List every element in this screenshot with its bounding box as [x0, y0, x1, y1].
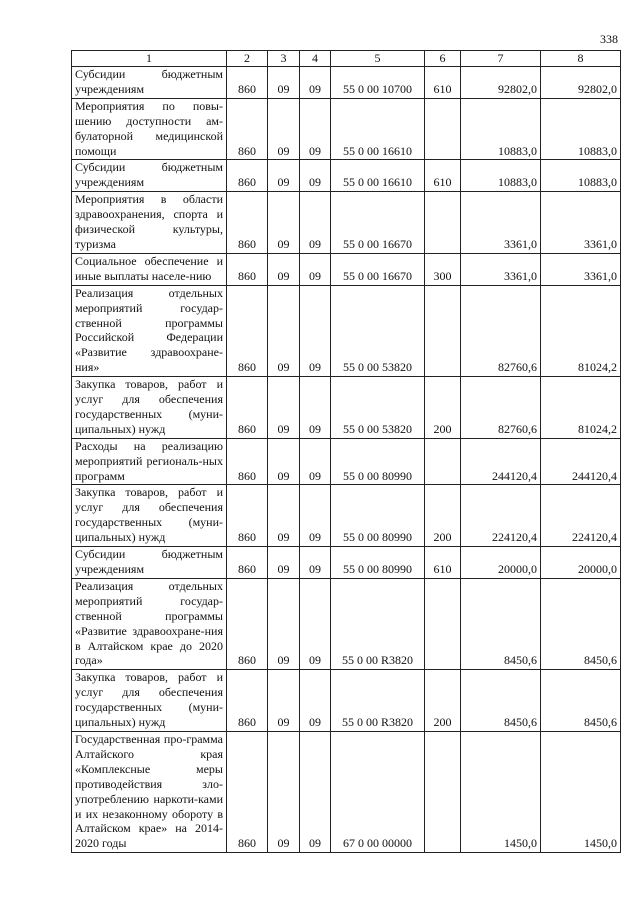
- amount-cell: 224120,4: [461, 485, 541, 547]
- expense-type-cell: [425, 98, 461, 160]
- amount-cell: 8450,6: [541, 670, 621, 732]
- amount-cell: 10883,0: [541, 98, 621, 160]
- section-cell: 09: [268, 438, 300, 485]
- admin-code-cell: 860: [227, 67, 268, 99]
- header-cell: 7: [461, 51, 541, 67]
- section-cell: 09: [268, 670, 300, 732]
- target-article-cell: 55 0 00 10700: [331, 67, 425, 99]
- expense-type-cell: [425, 192, 461, 254]
- table-row: [72, 438, 621, 485]
- budget-table: [71, 50, 621, 853]
- amount-cell: 8450,6: [541, 578, 621, 669]
- subsection-cell: 09: [300, 547, 331, 579]
- table-row: [72, 192, 621, 254]
- row-name-cell: Закупка товаров, работ и услуг для обеспечения государственных (муни-ципальных) нужд: [72, 485, 227, 547]
- subsection-cell: 09: [300, 192, 331, 254]
- row-name-cell: Закупка товаров, работ и услуг для обеспечения государственных (муни-ципальных) нужд: [72, 377, 227, 439]
- row-name-cell: Реализация отдельных мероприятий государ-ственной программы «Развитие здравоохране-ния в Алтайском крае до 2020 года»: [72, 578, 227, 669]
- amount-cell: 3361,0: [541, 253, 621, 285]
- header-cell: 3: [268, 51, 300, 67]
- admin-code-cell: 860: [227, 253, 268, 285]
- header-cell: 4: [300, 51, 331, 67]
- amount-cell: 8450,6: [461, 578, 541, 669]
- amount-cell: 244120,4: [541, 438, 621, 485]
- target-article-cell: 55 0 00 16670: [331, 253, 425, 285]
- subsection-cell: 09: [300, 731, 331, 852]
- target-article-cell: 55 0 00 53820: [331, 377, 425, 439]
- admin-code-cell: 860: [227, 547, 268, 579]
- expense-type-cell: 200: [425, 377, 461, 439]
- amount-cell: 10883,0: [541, 160, 621, 192]
- amount-cell: 82760,6: [461, 377, 541, 439]
- admin-code-cell: 860: [227, 377, 268, 439]
- table-row: [72, 377, 621, 439]
- section-cell: 09: [268, 578, 300, 669]
- expense-type-cell: [425, 438, 461, 485]
- header-cell: 1: [72, 51, 227, 67]
- target-article-cell: 67 0 00 00000: [331, 731, 425, 852]
- expense-type-cell: 610: [425, 67, 461, 99]
- amount-cell: 3361,0: [541, 192, 621, 254]
- amount-cell: 10883,0: [461, 98, 541, 160]
- amount-cell: 81024,2: [541, 377, 621, 439]
- table-row: [72, 547, 621, 579]
- table-row: [72, 253, 621, 285]
- section-cell: 09: [268, 285, 300, 376]
- target-article-cell: 55 0 00 R3820: [331, 578, 425, 669]
- subsection-cell: 09: [300, 578, 331, 669]
- target-article-cell: 55 0 00 16610: [331, 98, 425, 160]
- subsection-cell: 09: [300, 438, 331, 485]
- section-cell: 09: [268, 485, 300, 547]
- row-name-cell: Государственная про-грамма Алтайского края «Комплексные меры противодействия зло-употреблению наркоти-ками и их незаконному обороту в Алтайском крае» на 2014-2020 годы: [72, 731, 227, 852]
- expense-type-cell: 200: [425, 485, 461, 547]
- table-row: [72, 485, 621, 547]
- header-cell: 8: [541, 51, 621, 67]
- amount-cell: 20000,0: [461, 547, 541, 579]
- expense-type-cell: [425, 285, 461, 376]
- amount-cell: 3361,0: [461, 253, 541, 285]
- table-row: [72, 670, 621, 732]
- admin-code-cell: 860: [227, 731, 268, 852]
- row-name-cell: Субсидии бюджетным учреждениям: [72, 67, 227, 99]
- subsection-cell: 09: [300, 98, 331, 160]
- amount-cell: 10883,0: [461, 160, 541, 192]
- row-name-cell: Социальное обеспечение и иные выплаты населе-нию: [72, 253, 227, 285]
- header-cell: 2: [227, 51, 268, 67]
- amount-cell: 82760,6: [461, 285, 541, 376]
- header-row: [72, 51, 621, 67]
- target-article-cell: 55 0 00 16670: [331, 192, 425, 254]
- subsection-cell: 09: [300, 67, 331, 99]
- subsection-cell: 09: [300, 253, 331, 285]
- row-name-cell: Субсидии бюджетным учреждениям: [72, 547, 227, 579]
- row-name-cell: Субсидии бюджетным учреждениям: [72, 160, 227, 192]
- section-cell: 09: [268, 253, 300, 285]
- amount-cell: 20000,0: [541, 547, 621, 579]
- row-name-cell: Расходы на реализацию мероприятий региональ-ных программ: [72, 438, 227, 485]
- target-article-cell: 55 0 00 16610: [331, 160, 425, 192]
- section-cell: 09: [268, 160, 300, 192]
- header-cell: 5: [331, 51, 425, 67]
- amount-cell: 1450,0: [541, 731, 621, 852]
- table-row: [72, 578, 621, 669]
- subsection-cell: 09: [300, 160, 331, 192]
- section-cell: 09: [268, 67, 300, 99]
- target-article-cell: 55 0 00 R3820: [331, 670, 425, 732]
- header-cell: 6: [425, 51, 461, 67]
- admin-code-cell: 860: [227, 98, 268, 160]
- admin-code-cell: 860: [227, 192, 268, 254]
- expense-type-cell: [425, 578, 461, 669]
- admin-code-cell: 860: [227, 670, 268, 732]
- target-article-cell: 55 0 00 80990: [331, 485, 425, 547]
- row-name-cell: Мероприятия в области здравоохранения, спорта и физической культуры, туризма: [72, 192, 227, 254]
- section-cell: 09: [268, 731, 300, 852]
- admin-code-cell: 860: [227, 578, 268, 669]
- target-article-cell: 55 0 00 53820: [331, 285, 425, 376]
- amount-cell: 224120,4: [541, 485, 621, 547]
- table-row: [72, 67, 621, 99]
- expense-type-cell: 200: [425, 670, 461, 732]
- expense-type-cell: 610: [425, 547, 461, 579]
- admin-code-cell: 860: [227, 485, 268, 547]
- amount-cell: 92802,0: [461, 67, 541, 99]
- row-name-cell: Закупка товаров, работ и услуг для обеспечения государственных (муни-ципальных) нужд: [72, 670, 227, 732]
- table-row: [72, 285, 621, 376]
- table-row: [72, 98, 621, 160]
- table-row: [72, 731, 621, 852]
- amount-cell: 3361,0: [461, 192, 541, 254]
- section-cell: 09: [268, 192, 300, 254]
- admin-code-cell: 860: [227, 285, 268, 376]
- amount-cell: 92802,0: [541, 67, 621, 99]
- subsection-cell: 09: [300, 285, 331, 376]
- amount-cell: 1450,0: [461, 731, 541, 852]
- admin-code-cell: 860: [227, 160, 268, 192]
- expense-type-cell: [425, 731, 461, 852]
- row-name-cell: Реализация отдельных мероприятий государ-ственной программы Российской Федерации «Развитие здравоохране-ния»: [72, 285, 227, 376]
- target-article-cell: 55 0 00 80990: [331, 438, 425, 485]
- subsection-cell: 09: [300, 377, 331, 439]
- expense-type-cell: 300: [425, 253, 461, 285]
- amount-cell: 244120,4: [461, 438, 541, 485]
- amount-cell: 8450,6: [461, 670, 541, 732]
- expense-type-cell: 610: [425, 160, 461, 192]
- section-cell: 09: [268, 98, 300, 160]
- target-article-cell: 55 0 00 80990: [331, 547, 425, 579]
- section-cell: 09: [268, 377, 300, 439]
- amount-cell: 81024,2: [541, 285, 621, 376]
- row-name-cell: Мероприятия по повы-шению доступности ам-булаторной медицинской помощи: [72, 98, 227, 160]
- admin-code-cell: 860: [227, 438, 268, 485]
- subsection-cell: 09: [300, 670, 331, 732]
- subsection-cell: 09: [300, 485, 331, 547]
- table-row: [72, 160, 621, 192]
- page-number: 338: [600, 32, 618, 46]
- section-cell: 09: [268, 547, 300, 579]
